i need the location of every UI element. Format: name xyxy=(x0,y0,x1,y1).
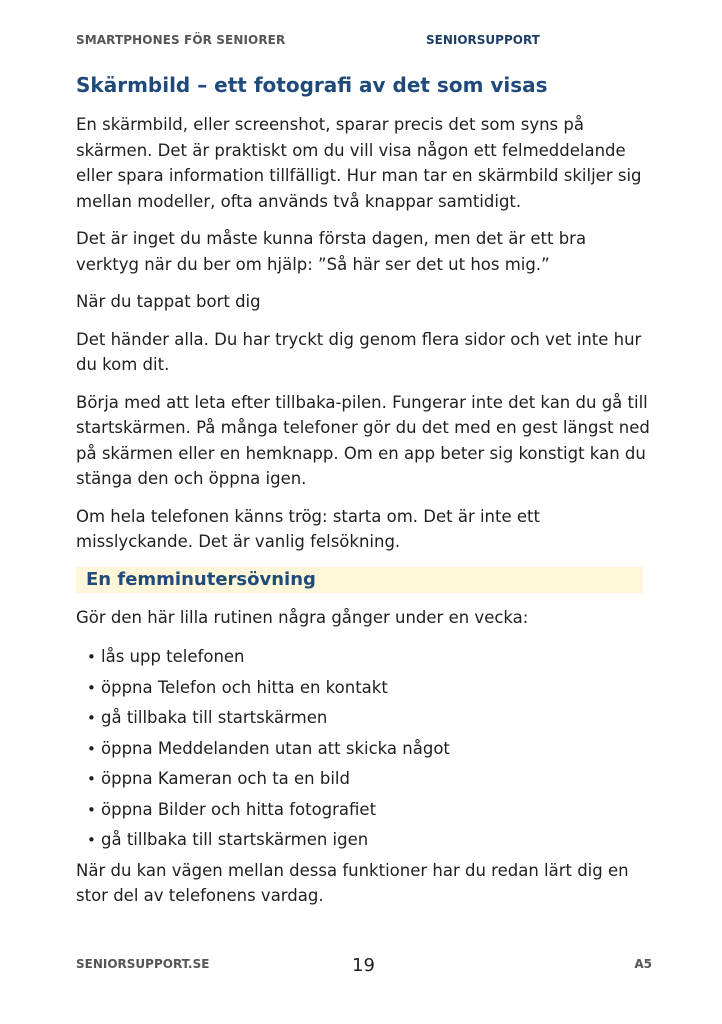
paragraph-screenshot-intro: En skärmbild, eller screenshot, sparar precis det som syns på skärmen. Det är praktiskt om du vill visa någon ett felmeddelande eller spara information tillfälligt. Hur man tar en skärmbild skiljer sig mellan modeller, ofta används två knappar samtidigt. xyxy=(76,115,642,211)
running-header-title: SMARTPHONES FÖR SENIORER xyxy=(76,33,286,47)
exercise-list xyxy=(76,642,652,856)
bullet-icon: • xyxy=(87,770,96,788)
paragraph-back-arrow: Börja med att leta efter tillbaka-pilen. Fungerar inte det kan du gå till startskärmen. På många telefoner gör du det med en gest längst ned på skärmen eller en hemknapp. Om en app beter sig konstigt kan du stänga den och öppna igen. xyxy=(76,392,650,488)
list-item-text: öppna Telefon och hitta en kontakt xyxy=(101,677,388,697)
footer-format: A5 xyxy=(634,957,652,971)
paragraph-lost-heading: När du tappat bort dig xyxy=(76,292,261,311)
bullet-icon: • xyxy=(87,678,96,697)
section-title-exercise: En femminutersövning xyxy=(76,567,643,593)
paragraph-lost-intro: Det händer alla. Du har tryckt dig genom flera sidor och vet inte hur du kom dit. xyxy=(76,329,642,374)
list-item-text: gå tillbaka till startskärmen igen xyxy=(101,830,369,849)
page-number: 19 xyxy=(352,955,375,976)
list-item xyxy=(76,703,652,734)
list-item xyxy=(76,795,652,826)
bullet-icon: • xyxy=(87,831,96,849)
bullet-icon: • xyxy=(87,739,96,758)
list-item-text: gå tillbaka till startskärmen xyxy=(101,708,328,727)
paragraph-screenshot-tip: Det är inget du måste kunna första dagen, men det är ett bra verktyg när du ber om hjälp: ”Så här ser det ut hos mig.” xyxy=(76,229,587,274)
closing-paragraph: När du kan vägen mellan dessa funktioner har du redan lärt dig en stor del av telefonens vardag. xyxy=(76,860,629,905)
list-item xyxy=(76,734,652,765)
list-item xyxy=(76,642,652,673)
page-content xyxy=(76,70,652,921)
running-header-brand: SENIORSUPPORT xyxy=(426,33,540,47)
bullet-icon: • xyxy=(87,648,96,666)
list-item xyxy=(76,673,652,704)
exercise-intro: Gör den här lilla rutinen några gånger under en vecka: xyxy=(76,607,529,627)
bullet-icon: • xyxy=(87,800,96,819)
list-item xyxy=(76,825,652,856)
list-item-text: lås upp telefonen xyxy=(101,647,245,666)
paragraph-restart: Om hela telefonen känns trög: starta om. Det är inte ett misslyckande. Det är vanlig felsökning. xyxy=(76,506,540,551)
list-item xyxy=(76,764,652,795)
article-heading: Skärmbild – ett fotografi av det som visas xyxy=(76,73,548,97)
bullet-icon: • xyxy=(87,709,96,727)
list-item-text: öppna Meddelanden utan att skicka något xyxy=(101,738,450,758)
list-item-text: öppna Bilder och hitta fotografiet xyxy=(101,799,377,819)
list-item-text: öppna Kameran och ta en bild xyxy=(101,769,350,788)
footer-website: SENIORSUPPORT.SE xyxy=(76,957,210,971)
